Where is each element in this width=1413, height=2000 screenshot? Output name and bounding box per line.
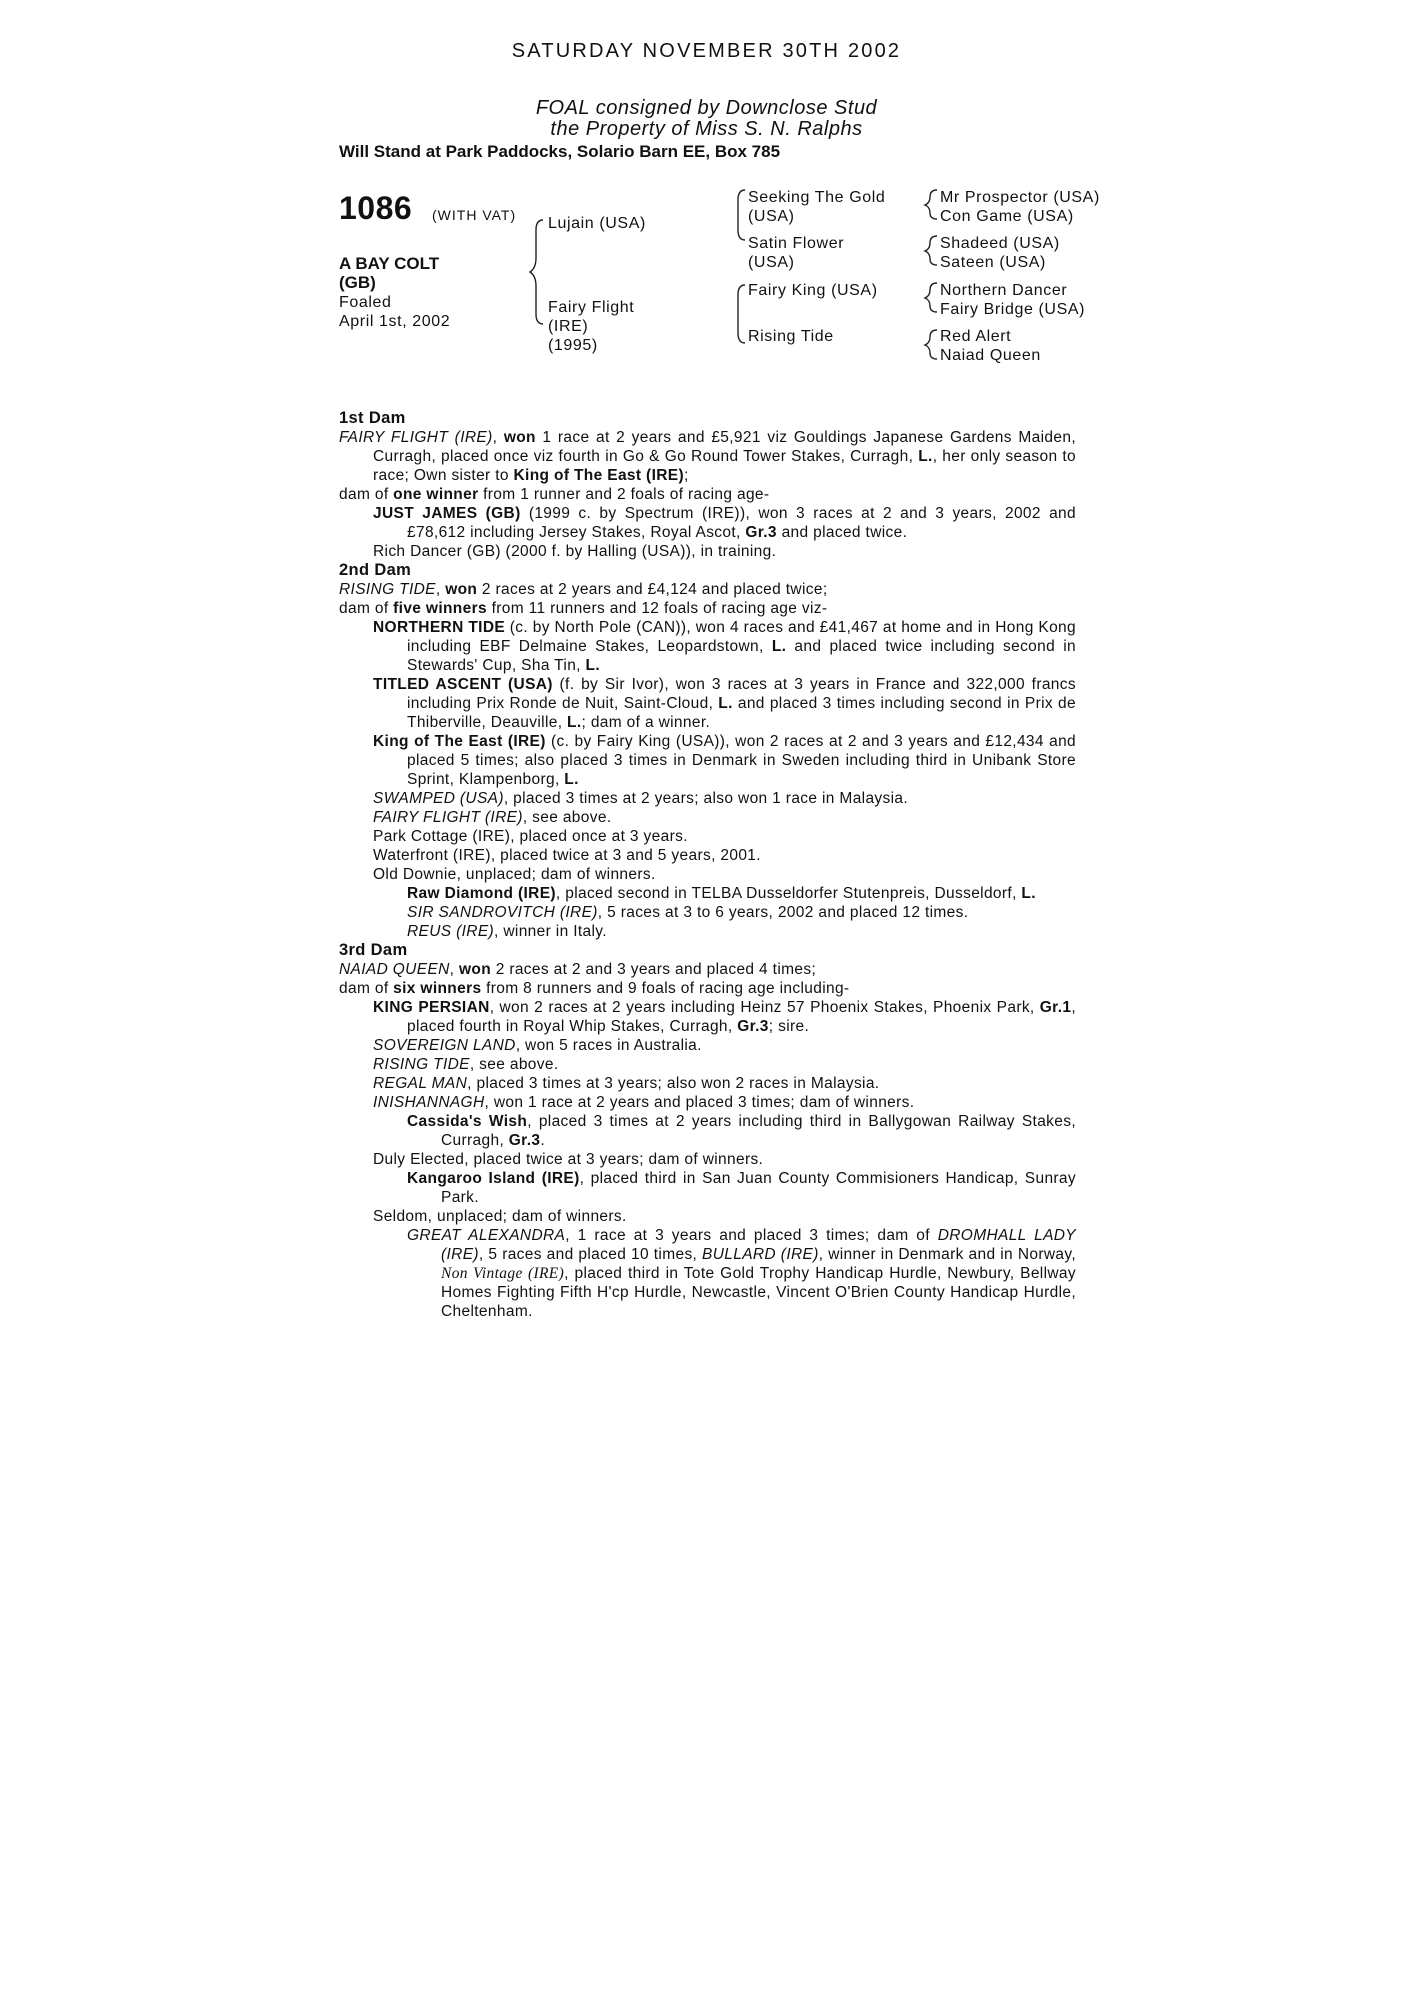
pedigree-sire-dam-origin: (USA) [748, 254, 795, 271]
dam-of-line: dam of six winners from 8 runners and 9 foals of racing age including- [339, 980, 850, 997]
pedigree-dam-name: Fairy Flight [548, 299, 635, 316]
foaled-label: Foaled [339, 294, 392, 311]
brace-g1 [925, 190, 937, 219]
brace-sire-dam [530, 220, 543, 324]
section-heading-1st-dam: 1st Dam [339, 409, 406, 427]
vat-note: (WITH VAT) [432, 207, 517, 223]
consignor-line: FOAL consigned by Downclose Stud [535, 97, 878, 119]
dam-entry: NAIAD QUEEN, won 2 races at 2 and 3 years and placed 4 times; [339, 961, 817, 978]
pedigree-ancestor: Shadeed (USA) [940, 235, 1060, 252]
grand-progeny-entry: REUS (IRE), winner in Italy. [407, 923, 607, 940]
pedigree-ancestors-4 [940, 327, 1041, 365]
brace-dam-line [738, 285, 745, 343]
section-heading-2nd-dam: 2nd Dam [339, 561, 412, 579]
pedigree-sire-sire-origin: (USA) [748, 208, 795, 225]
stand-location: Will Stand at Park Paddocks, Solario Barn EE, Box 785 [339, 142, 781, 161]
progeny-entry: King of The East (IRE) (c. by Fairy King (USA)), won 2 races at 2 and 3 years and £12,434 and placed 5 times; also placed 3 times in Denmark in Sweden including third in Unibank Store Sprint, Klampenborg, L. [373, 733, 1077, 788]
progeny-entry: SOVEREIGN LAND, won 5 races in Australia. [373, 1037, 702, 1054]
dam-entry: FAIRY FLIGHT (IRE), won 1 race at 2 years and £5,921 viz Gouldings Japanese Gardens Maiden, Curragh, placed once viz fourth in Go & Go Round Tower Stakes, Curragh, L., her only season to race; Own sister to King of The East (IRE); [339, 429, 1076, 484]
dam-of-line: dam of five winners from 11 runners and 12 foals of racing age viz- [339, 600, 828, 617]
lot-number: 1086 [339, 190, 413, 226]
pedigree-dam-year: (1995) [548, 337, 598, 354]
lot-title-line: A BAY COLT [339, 254, 440, 273]
brace-g3 [925, 283, 937, 312]
progeny-entry: Seldom, unplaced; dam of winners. [373, 1208, 627, 1225]
grand-progeny-entry: GREAT ALEXANDRA, 1 race at 3 years and placed 3 times; dam of DROMHALL LADY (IRE), 5 races and placed 10 times, BULLARD (IRE), winner in Denmark and in Norway, Non Vintage (IRE), placed third in Tote Gold Trophy Handicap Hurdle, Newbury, Bellway Homes Fighting Fifth H'cp Hurdle, Newcastle, Vincent O'Brien County Handicap Hurdle, Cheltenham. [407, 1227, 1077, 1320]
progeny-entry: FAIRY FLIGHT (IRE), see above. [373, 809, 612, 826]
progeny-entry: Rich Dancer (GB) (2000 f. by Halling (USA)), in training. [373, 543, 777, 560]
grand-progeny-entry: Raw Diamond (IRE), placed second in TELBA Dusseldorfer Stutenpreis, Dusseldorf, L. [407, 885, 1036, 902]
pedigree-dam-sire: Fairy King (USA) [748, 282, 878, 299]
progeny-entry: REGAL MAN, placed 3 times at 3 years; also won 2 races in Malaysia. [373, 1075, 880, 1092]
pedigree-sire: Lujain (USA) [548, 215, 646, 232]
pedigree-brackets [0, 0, 1413, 400]
progeny-entry: JUST JAMES (GB) (1999 c. by Spectrum (IRE)), won 3 races at 2 and 3 years, 2002 and £78,612 including Jersey Stakes, Royal Ascot, Gr.3 and placed twice. [373, 505, 1076, 541]
pedigree-ancestor: Sateen (USA) [940, 254, 1046, 271]
pedigree-ancestors-1 [940, 188, 1100, 226]
consignor-property-line: the Property of Miss S. N. Ralphs [550, 118, 863, 140]
pedigree-sire-sire-name: Seeking The Gold [748, 189, 886, 206]
brace-g2 [925, 236, 937, 265]
section-heading-3rd-dam: 3rd Dam [339, 941, 408, 959]
pedigree-ancestor: Mr Prospector (USA) [940, 189, 1100, 206]
pedigree-ancestor: Fairy Bridge (USA) [940, 301, 1086, 318]
pedigree-ancestors-2 [940, 234, 1060, 272]
pedigree-dam [548, 298, 634, 355]
produce-record [339, 409, 1076, 1321]
progeny-entry: NORTHERN TIDE (c. by North Pole (CAN)), won 4 races and £41,467 at home and in Hong Kong including EBF Delmaine Stakes, Leopardstown, L. and placed twice including second in Stewards' Cup, Sha Tin, L. [373, 619, 1076, 674]
progeny-entry: RISING TIDE, see above. [373, 1056, 559, 1073]
pedigree-ancestor: Red Alert [940, 328, 1012, 345]
progeny-entry: Duly Elected, placed twice at 3 years; dam of winners. [373, 1151, 764, 1168]
dam-entry: RISING TIDE, won 2 races at 2 years and £4,124 and placed twice; [339, 581, 828, 598]
dam-of-line: dam of one winner from 1 runner and 2 foals of racing age- [339, 486, 770, 503]
pedigree-ancestor: Northern Dancer [940, 282, 1068, 299]
grand-progeny-entry: Kangaroo Island (IRE), placed third in San Juan County Commisioners Handicap, Sunray Park. [407, 1170, 1076, 1206]
progeny-entry: KING PERSIAN, won 2 races at 2 years including Heinz 57 Phoenix Stakes, Phoenix Park, Gr.1, placed fourth in Royal Whip Stakes, Curragh, Gr.3; sire. [373, 999, 1076, 1035]
progeny-entry: INISHANNAGH, won 1 race at 2 years and placed 3 times; dam of winners. [373, 1094, 915, 1111]
grand-progeny-entry: Cassida's Wish, placed 3 times at 2 years including third in Ballygowan Railway Stakes, Curragh, Gr.3. [407, 1113, 1077, 1149]
pedigree-sire-sire [748, 188, 885, 226]
progeny-entry: Waterfront (IRE), placed twice at 3 and 5 years, 2001. [373, 847, 761, 864]
progeny-entry: Park Cottage (IRE), placed once at 3 years. [373, 828, 688, 845]
pedigree-ancestor: Naiad Queen [940, 347, 1041, 364]
foaled-date: April 1st, 2002 [339, 313, 451, 330]
brace-sire-line [738, 190, 745, 240]
pedigree-sire-dam [748, 234, 844, 272]
sale-date: SATURDAY NOVEMBER 30TH 2002 [511, 40, 902, 62]
grand-progeny-entry: SIR SANDROVITCH (IRE), 5 races at 3 to 6 years, 2002 and placed 12 times. [407, 904, 969, 921]
pedigree-sire-dam-name: Satin Flower [748, 235, 845, 252]
pedigree-dam-origin: (IRE) [548, 318, 589, 335]
progeny-entry: SWAMPED (USA), placed 3 times at 2 years; also won 1 race in Malaysia. [373, 790, 909, 807]
pedigree-ancestor: Con Game (USA) [940, 208, 1074, 225]
progeny-entry: TITLED ASCENT (USA) (f. by Sir Ivor), won 3 races at 3 years in France and 322,000 francs including Prix Ronde de Nuit, Saint-Cloud, L. and placed 3 times including second in Prix de Thiberville, Deauville, L.; dam of a winner. [373, 676, 1076, 731]
pedigree-dam-dam: Rising Tide [748, 328, 834, 345]
lot-title-origin: (GB) [339, 273, 376, 292]
progeny-entry: Old Downie, unplaced; dam of winners. [373, 866, 656, 883]
brace-g4 [925, 330, 937, 359]
pedigree-ancestors-3 [940, 281, 1085, 319]
